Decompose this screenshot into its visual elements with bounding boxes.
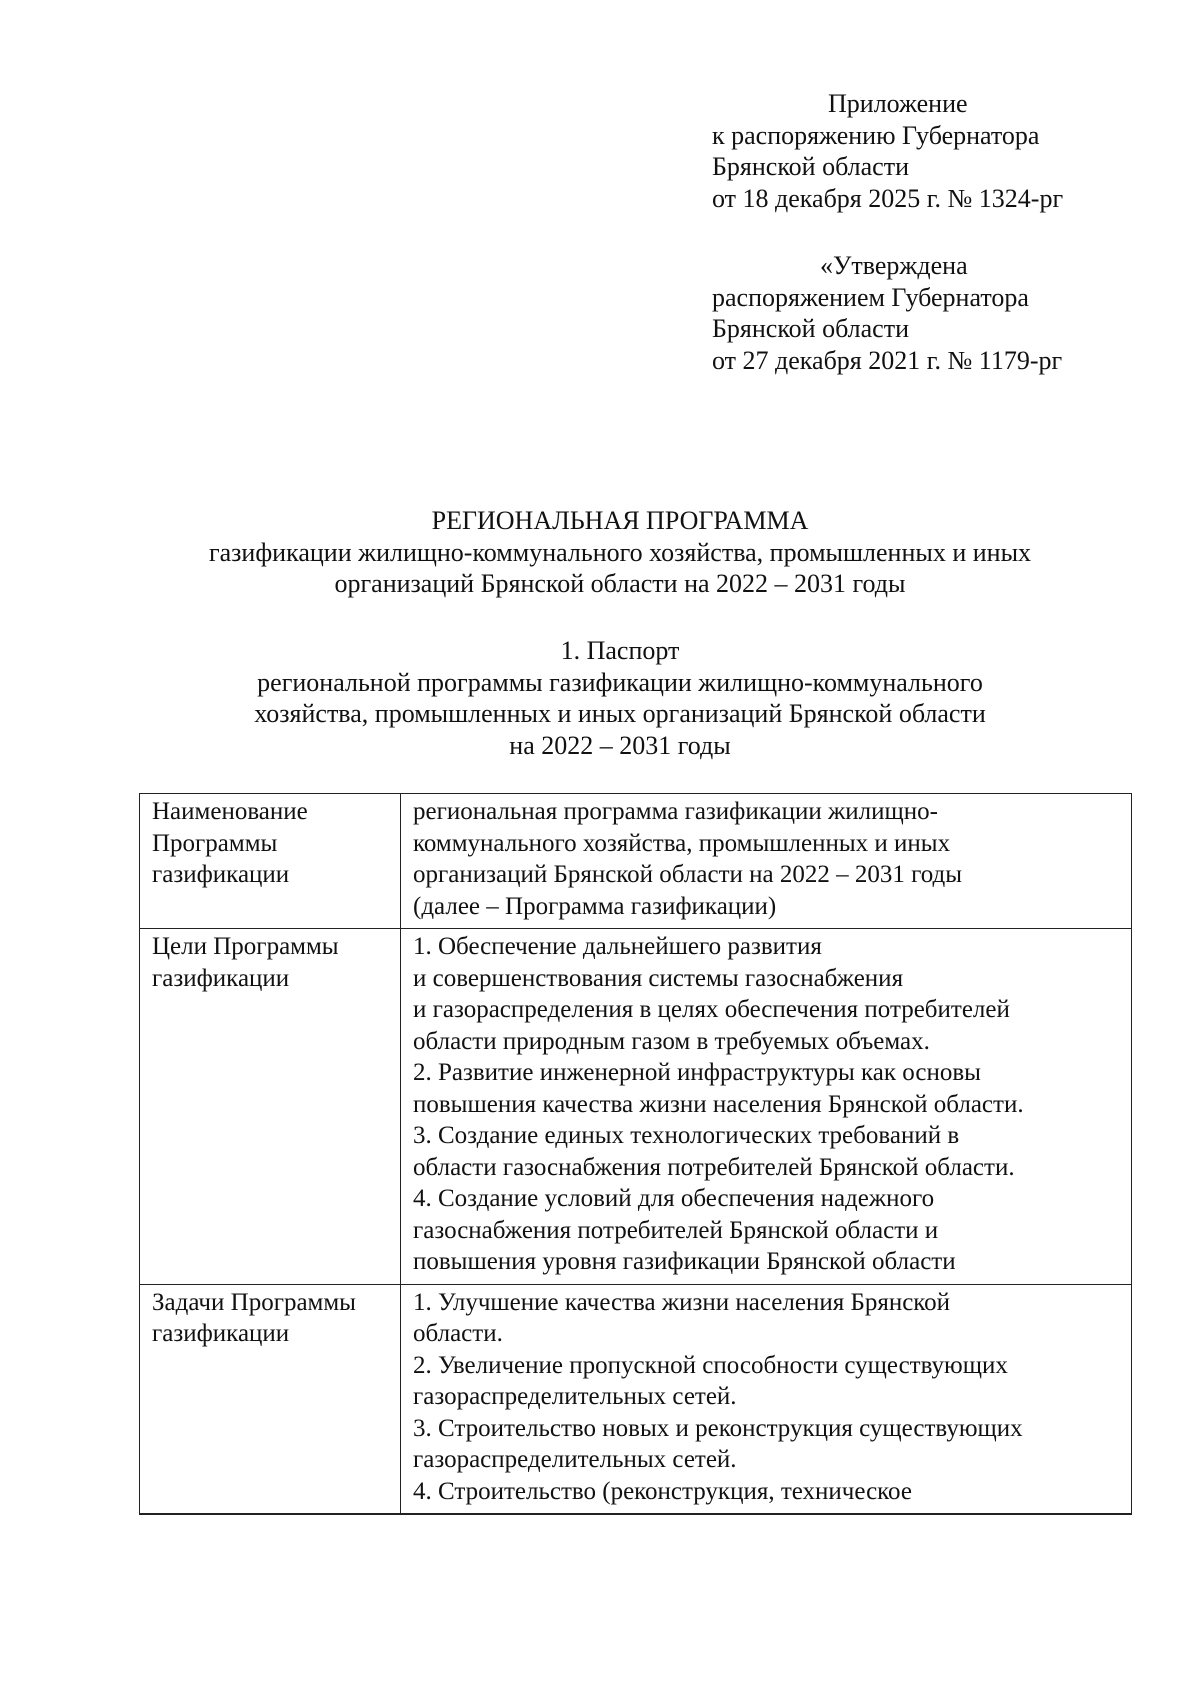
row-value-line: 4. Строительство (реконструкция, техническое — [413, 1477, 912, 1505]
row-value-line: 4. Создание условий для обеспечения надежного — [413, 1185, 935, 1212]
approval-title: «Утверждена — [820, 251, 968, 280]
row-label-cell — [140, 794, 401, 929]
row-label: Цели Программы — [152, 933, 339, 960]
row-label: газификации — [152, 964, 290, 992]
table-row — [140, 1284, 1132, 1514]
row-value-cell — [401, 1284, 1132, 1514]
row-label: газификации — [152, 861, 290, 888]
row-value-line: региональная программа газификации жилищно- — [413, 798, 938, 825]
approval-line: распоряжением Губернатора — [712, 282, 1029, 312]
program-subtitle-line: организаций Брянской области на 2022 – 2031 годы — [334, 569, 906, 598]
row-value-line: повышения уровня газификации Брянской области — [413, 1248, 956, 1275]
row-value-line: повышения качества жизни населения Брянской области. — [413, 1090, 1024, 1118]
row-value-line: области природным газом в требуемых объемах. — [413, 1027, 930, 1055]
passport-subtitle-line: на 2022 – 2031 годы — [509, 730, 731, 760]
row-value-line: 2. Развитие инженерной инфраструктуры как основы — [413, 1059, 981, 1086]
row-value-line: и газораспределения в целях обеспечения потребителей — [413, 996, 1010, 1023]
appendix-line: к распоряжению Губернатора — [712, 120, 1040, 150]
row-value-line: коммунального хозяйства, промышленных и иных — [413, 829, 951, 857]
approval-line: Брянской области — [712, 314, 909, 343]
row-value-line: 3. Строительство новых и реконструкция существующих — [413, 1414, 1023, 1442]
row-value-line: 2. Увеличение пропускной способности существующих — [413, 1351, 1008, 1379]
passport-subtitle-line: региональной программы газификации жилищно-коммунального — [257, 667, 983, 697]
passport-subtitle-line: хозяйства, промышленных и иных организаций Брянской области — [254, 699, 986, 728]
approval-header — [712, 250, 1062, 376]
passport-heading: 1. Паспорт — [560, 636, 680, 665]
row-value-line: газоснабжения потребителей Брянской области и — [413, 1216, 939, 1244]
row-value-line: газораспределительных сетей. — [413, 1446, 737, 1473]
row-value-line: и совершенствования системы газоснабжения — [413, 964, 904, 992]
appendix-header — [712, 88, 1063, 214]
passport-table — [139, 793, 1132, 1515]
row-value-line: 1. Обеспечение дальнейшего развития — [413, 933, 822, 960]
row-value-line: (далее – Программа газификации) — [413, 892, 777, 920]
row-label: Задачи Программы — [152, 1288, 356, 1316]
row-label: Наименование — [152, 798, 308, 825]
passport-title — [140, 635, 1100, 761]
row-label: Программы — [152, 829, 278, 857]
row-value-cell — [401, 929, 1132, 1285]
row-value-line: 1. Улучшение качества жизни населения Брянской — [413, 1288, 951, 1316]
row-value-line: области. — [413, 1320, 503, 1347]
approval-date: от 27 декабря 2021 г. № 1179-рг — [712, 345, 1063, 375]
program-title — [140, 505, 1100, 600]
table-row — [140, 794, 1132, 929]
appendix-title: Приложение — [828, 89, 968, 118]
row-value-line: организаций Брянской области на 2022 – 2031 годы — [413, 861, 963, 888]
row-value-cell — [401, 794, 1132, 929]
row-label: газификации — [152, 1320, 290, 1347]
row-label-cell — [140, 1284, 401, 1514]
appendix-line: Брянской области — [712, 152, 909, 181]
program-heading: РЕГИОНАЛЬНАЯ ПРОГРАММА — [431, 506, 809, 535]
appendix-date: от 18 декабря 2025 г. № 1324-рг — [712, 183, 1064, 213]
row-label-cell — [140, 929, 401, 1285]
program-subtitle-line: газификации жилищно-коммунального хозяйства, промышленных и иных — [208, 537, 1032, 567]
table-row — [140, 929, 1132, 1285]
row-value-line: 3. Создание единых технологических требований в — [413, 1122, 960, 1149]
row-value-line: газораспределительных сетей. — [413, 1383, 737, 1410]
row-value-line: области газоснабжения потребителей Брянской области. — [413, 1153, 1015, 1181]
